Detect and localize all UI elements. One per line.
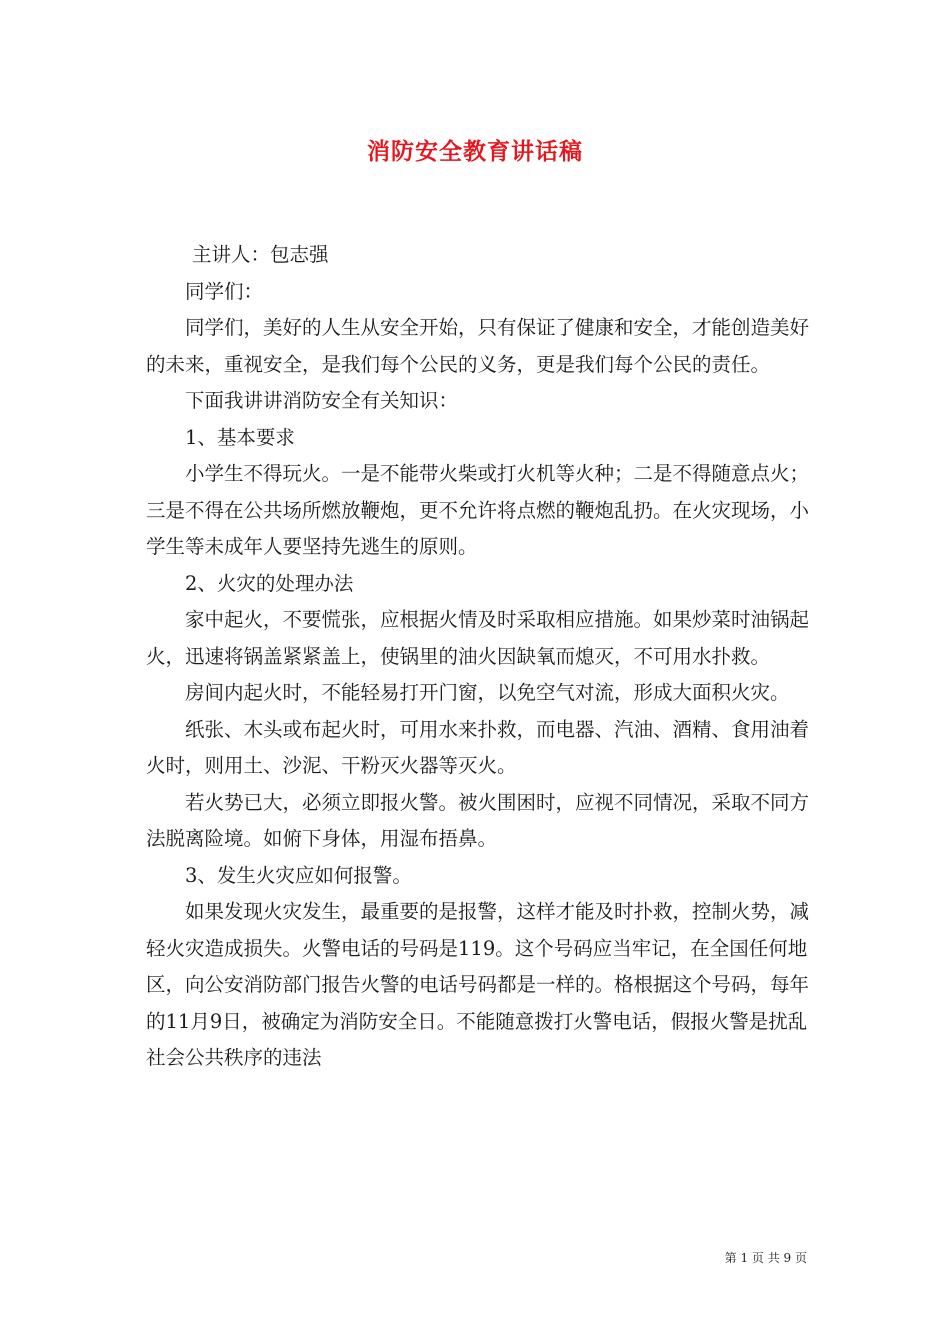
paragraph-room-fire: 房间内起火时，不能轻易打开门窗，以免空气对流，形成大面积火灾。 (185, 681, 790, 704)
section-heading-basic-requirements: 1、基本要求 (185, 425, 295, 449)
speaker-line: 主讲人：包志强 (192, 243, 329, 266)
paragraph-intro: 同学们，美好的人生从安全开始，只有保证了健康和安全，才能创造美好的未来，重视安全，是我们每个公民的义务，更是我们每个公民的责任。 (146, 316, 810, 376)
paragraph-lead-in: 下面我讲讲消防安全有关知识： (185, 389, 459, 412)
paragraph-escape: 若火势已大，必须立即报火警。被火围困时，应视不同情况，采取不同方法脱离险境。如俯下身体，用湿布捂鼻。 (146, 790, 810, 850)
paragraph-greeting: 同学们： (185, 279, 264, 303)
paragraph-basic-requirements: 小学生不得玩火。一是不能带火柴或打火机等火种；二是不得随意点火；三是不得在公共场所燃放鞭炮，更不允许将点燃的鞭炮乱扔。在火灾现场，小学生等未成年人要坚持先逃生的原则。 (146, 462, 810, 558)
paragraph-home-fire: 家中起火，不要慌张，应根据火情及时采取相应措施。如果炒菜时油锅起火，迅速将锅盖紧紧盖上，使锅里的油火因缺氧而熄灭，不可用水扑救。 (146, 608, 810, 668)
section-heading-fire-handling: 2、火灾的处理办法 (185, 571, 354, 595)
paragraph-reporting: 如果发现火灾发生，最重要的是报警，这样才能及时扑救，控制火势，减轻火灾造成损失。火警电话的号码是119。这个号码应当牢记，在全国任何地区，向公安消防部门报告火警的电话号码都是一样的。格根据这个号码，每年的11月9日，被确定为消防安全日。不能随意拨打火警电话，假报火警是扰乱社会公共秩序的违法 (146, 900, 810, 1069)
document-title: 消防安全教育讲话稿 (367, 138, 583, 165)
document-body (146, 237, 816, 1077)
paragraph-extinguish-methods: 纸张、木头或布起火时，可用水来扑救，而电器、汽油、酒精、食用油着火时，则用土、沙泥、干粉灭火器等灭火。 (146, 717, 810, 777)
page-number-footer: 第 1 页 共 9 页 (724, 1251, 807, 1265)
section-heading-reporting: 3、发生火灾应如何报警。 (185, 863, 412, 887)
